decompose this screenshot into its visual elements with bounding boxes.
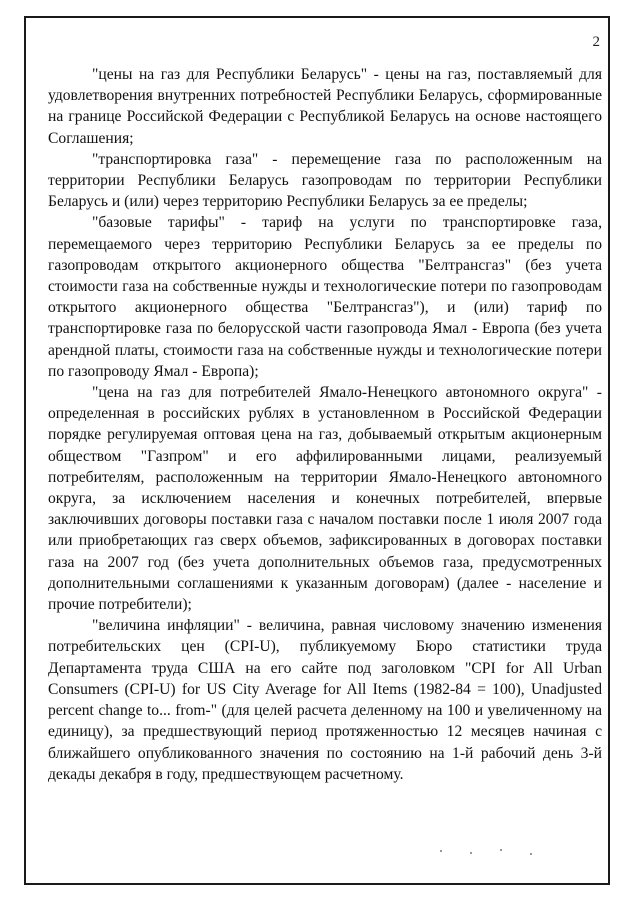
definition-inflation: "величина инфляции" - величина, равная числовому значению изменения потребительских цен (CPI-U), публикуемому Бюро статистики труда Департамента труда США на его сайте под заголовком "CPI for All Urban Consumers (CPI-U) for US City Average for All Items (1982-84 = 100), Unadjusted percent change to... from-" (для целей расчета деленному на 100 и увеличенному на единицу), за предшествующий период протяженностью 12 месяцев начиная с ближайшего опубликованного значения по состоянию на 1-й рабочий день 3-й декады декабря в году, предшествующем расчетному. xyxy=(48,617,602,783)
document-body xyxy=(48,64,602,785)
definition-gas-price-yamal: "цена на газ для потребителей Ямало-Ненецкого автономного округа" - определенная в российских рублях в установленном в Российской Федерации порядке регулируемая оптовая цена на газ, добываемый открытым акционерным обществом "Газпром" и его аффилированными лицами, реализуемый потребителям, расположенным на территории Ямало-Ненецкого автономного округа, за исключением населения и конечных потребителей, впервые заключивших договоры поставки газа с началом поставки после 1 июля 2007 года или приобретающих газ сверх объемов, зафиксированных в договорах поставки газа на 2007 год (без учета дополнительных объемов газа, предусмотренных дополнительными соглашениями к указанным договорам) (далее - население и прочие потребители); xyxy=(48,384,602,614)
definition-base-tariffs: "базовые тарифы" - тариф на услуги по транспортировке газа, перемещаемого через территорию Республики Беларусь за ее пределы по газопроводам открытого акционерного общества "Белтрансгаз" (без учета стоимости газа на собственные нужды и технологические потери по газопроводам открытого акционерного общества "Белтрансгаз"), и (или) тариф по транспортировке газа по белорусской части газопровода Ямал - Европа (без учета арендной платы, стоимости газа на собственные нужды и технологические потери по газопроводу Ямал - Европа); xyxy=(48,214,602,380)
scan-speck xyxy=(500,849,502,851)
scan-speck xyxy=(530,853,532,855)
scan-speck xyxy=(470,852,472,854)
definition-gas-transportation: "транспортировка газа" - перемещение газа по расположенным на территории Республики Беларусь газопроводам по территории Республики Беларусь и (или) через территорию Республики Беларусь за ее пределы; xyxy=(48,150,602,211)
definition-gas-prices-belarus: "цены на газ для Республики Беларусь" - цены на газ, поставляемый для удовлетворения внутренних потребностей Республики Беларусь, сформированные на границе Российской Федерации с Республикой Беларусь на основе настоящего Соглашения; xyxy=(48,66,602,147)
scan-speck xyxy=(440,850,442,852)
page-number: 2 xyxy=(592,34,600,50)
